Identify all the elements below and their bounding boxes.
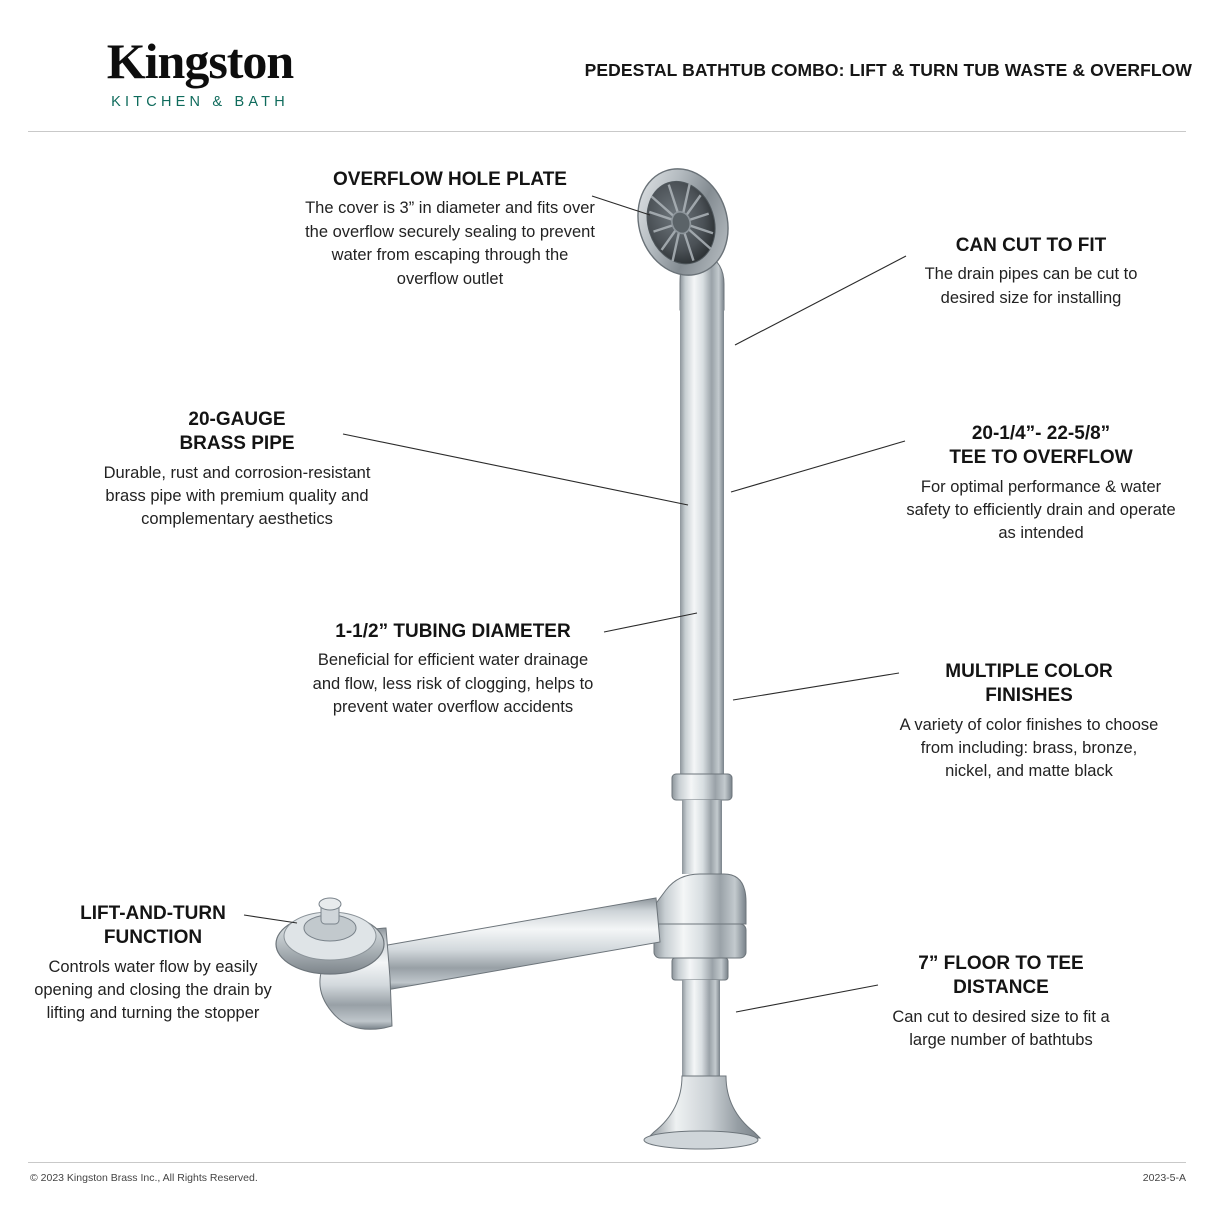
callout-title: CAN CUT TO FIT xyxy=(955,235,1107,256)
callout-tubing-diameter xyxy=(302,620,604,720)
callout-title: OVERFLOW HOLE PLATE xyxy=(333,169,567,190)
callout-title-line1: 20-GAUGE xyxy=(188,409,286,430)
callout-brass-pipe xyxy=(92,408,382,532)
callout-body: Beneficial for efficient water drainage and flow, less risk of clogging, helps to prevent water overflow accidents xyxy=(312,651,594,717)
tee-fitting xyxy=(654,874,746,1076)
footer-divider xyxy=(28,1162,1186,1163)
callout-title-line2: FINISHES xyxy=(985,685,1073,707)
callout-body: For optimal performance & water safety to efficiently drain and operate as intended xyxy=(906,477,1176,543)
callout-title-line1: MULTIPLE COLOR xyxy=(945,661,1113,682)
callout-title-line1: LIFT-AND-TURN xyxy=(80,903,226,924)
floor-flange xyxy=(644,1076,760,1149)
callout-title-line2: DISTANCE xyxy=(953,977,1049,999)
callout-title-line2: TEE TO OVERFLOW xyxy=(949,447,1133,469)
page-title: PEDESTAL BATHTUB COMBO: LIFT & TURN TUB WASTE & OVERFLOW xyxy=(584,60,1192,80)
callout-floor-to-tee-distance xyxy=(876,952,1126,1052)
callout-body: Can cut to desired size to fit a large number of bathtubs xyxy=(892,1007,1110,1050)
callout-body: Controls water flow by easily opening and closing the drain by lifting and turning the stopper xyxy=(34,957,272,1023)
callout-title: 1-1/2” TUBING DIAMETER xyxy=(335,621,571,642)
brand-name: Kingston xyxy=(106,33,294,89)
callout-title-line2: BRASS PIPE xyxy=(179,433,295,455)
copyright-text: © 2023 Kingston Brass Inc., All Rights Reserved. xyxy=(30,1172,258,1184)
callout-lift-and-turn-function xyxy=(28,902,278,1026)
callout-body: A variety of color finishes to choose from including: brass, bronze, nickel, and matte black xyxy=(899,715,1159,781)
callout-body: The cover is 3” in diameter and fits over the overflow securely sealing to prevent water from escaping through the overflow outlet xyxy=(305,199,595,288)
callout-overflow-hole-plate xyxy=(300,168,600,291)
vertical-drain-pipe xyxy=(672,300,732,874)
overflow-plate-assembly xyxy=(624,157,741,310)
callout-can-cut-to-fit xyxy=(905,234,1157,310)
callout-body: Durable, rust and corrosion-resistant brass pipe with premium quality and complementary aesthetics xyxy=(103,463,371,529)
callout-title-line1: 20-1/4”- 22-5/8” xyxy=(971,423,1111,444)
callout-body: The drain pipes can be cut to desired size for installing xyxy=(924,265,1138,307)
callout-title-line1: 7” FLOOR TO TEE xyxy=(918,953,1084,974)
callout-tee-to-overflow xyxy=(898,422,1184,546)
callout-title-line2: FUNCTION xyxy=(103,927,203,949)
callout-multiple-color-finishes xyxy=(898,660,1160,784)
document-code: 2023-5-A xyxy=(1142,1172,1186,1184)
brand-tagline: KITCHEN & BATH xyxy=(111,94,289,110)
lift-and-turn-stopper xyxy=(276,898,384,974)
